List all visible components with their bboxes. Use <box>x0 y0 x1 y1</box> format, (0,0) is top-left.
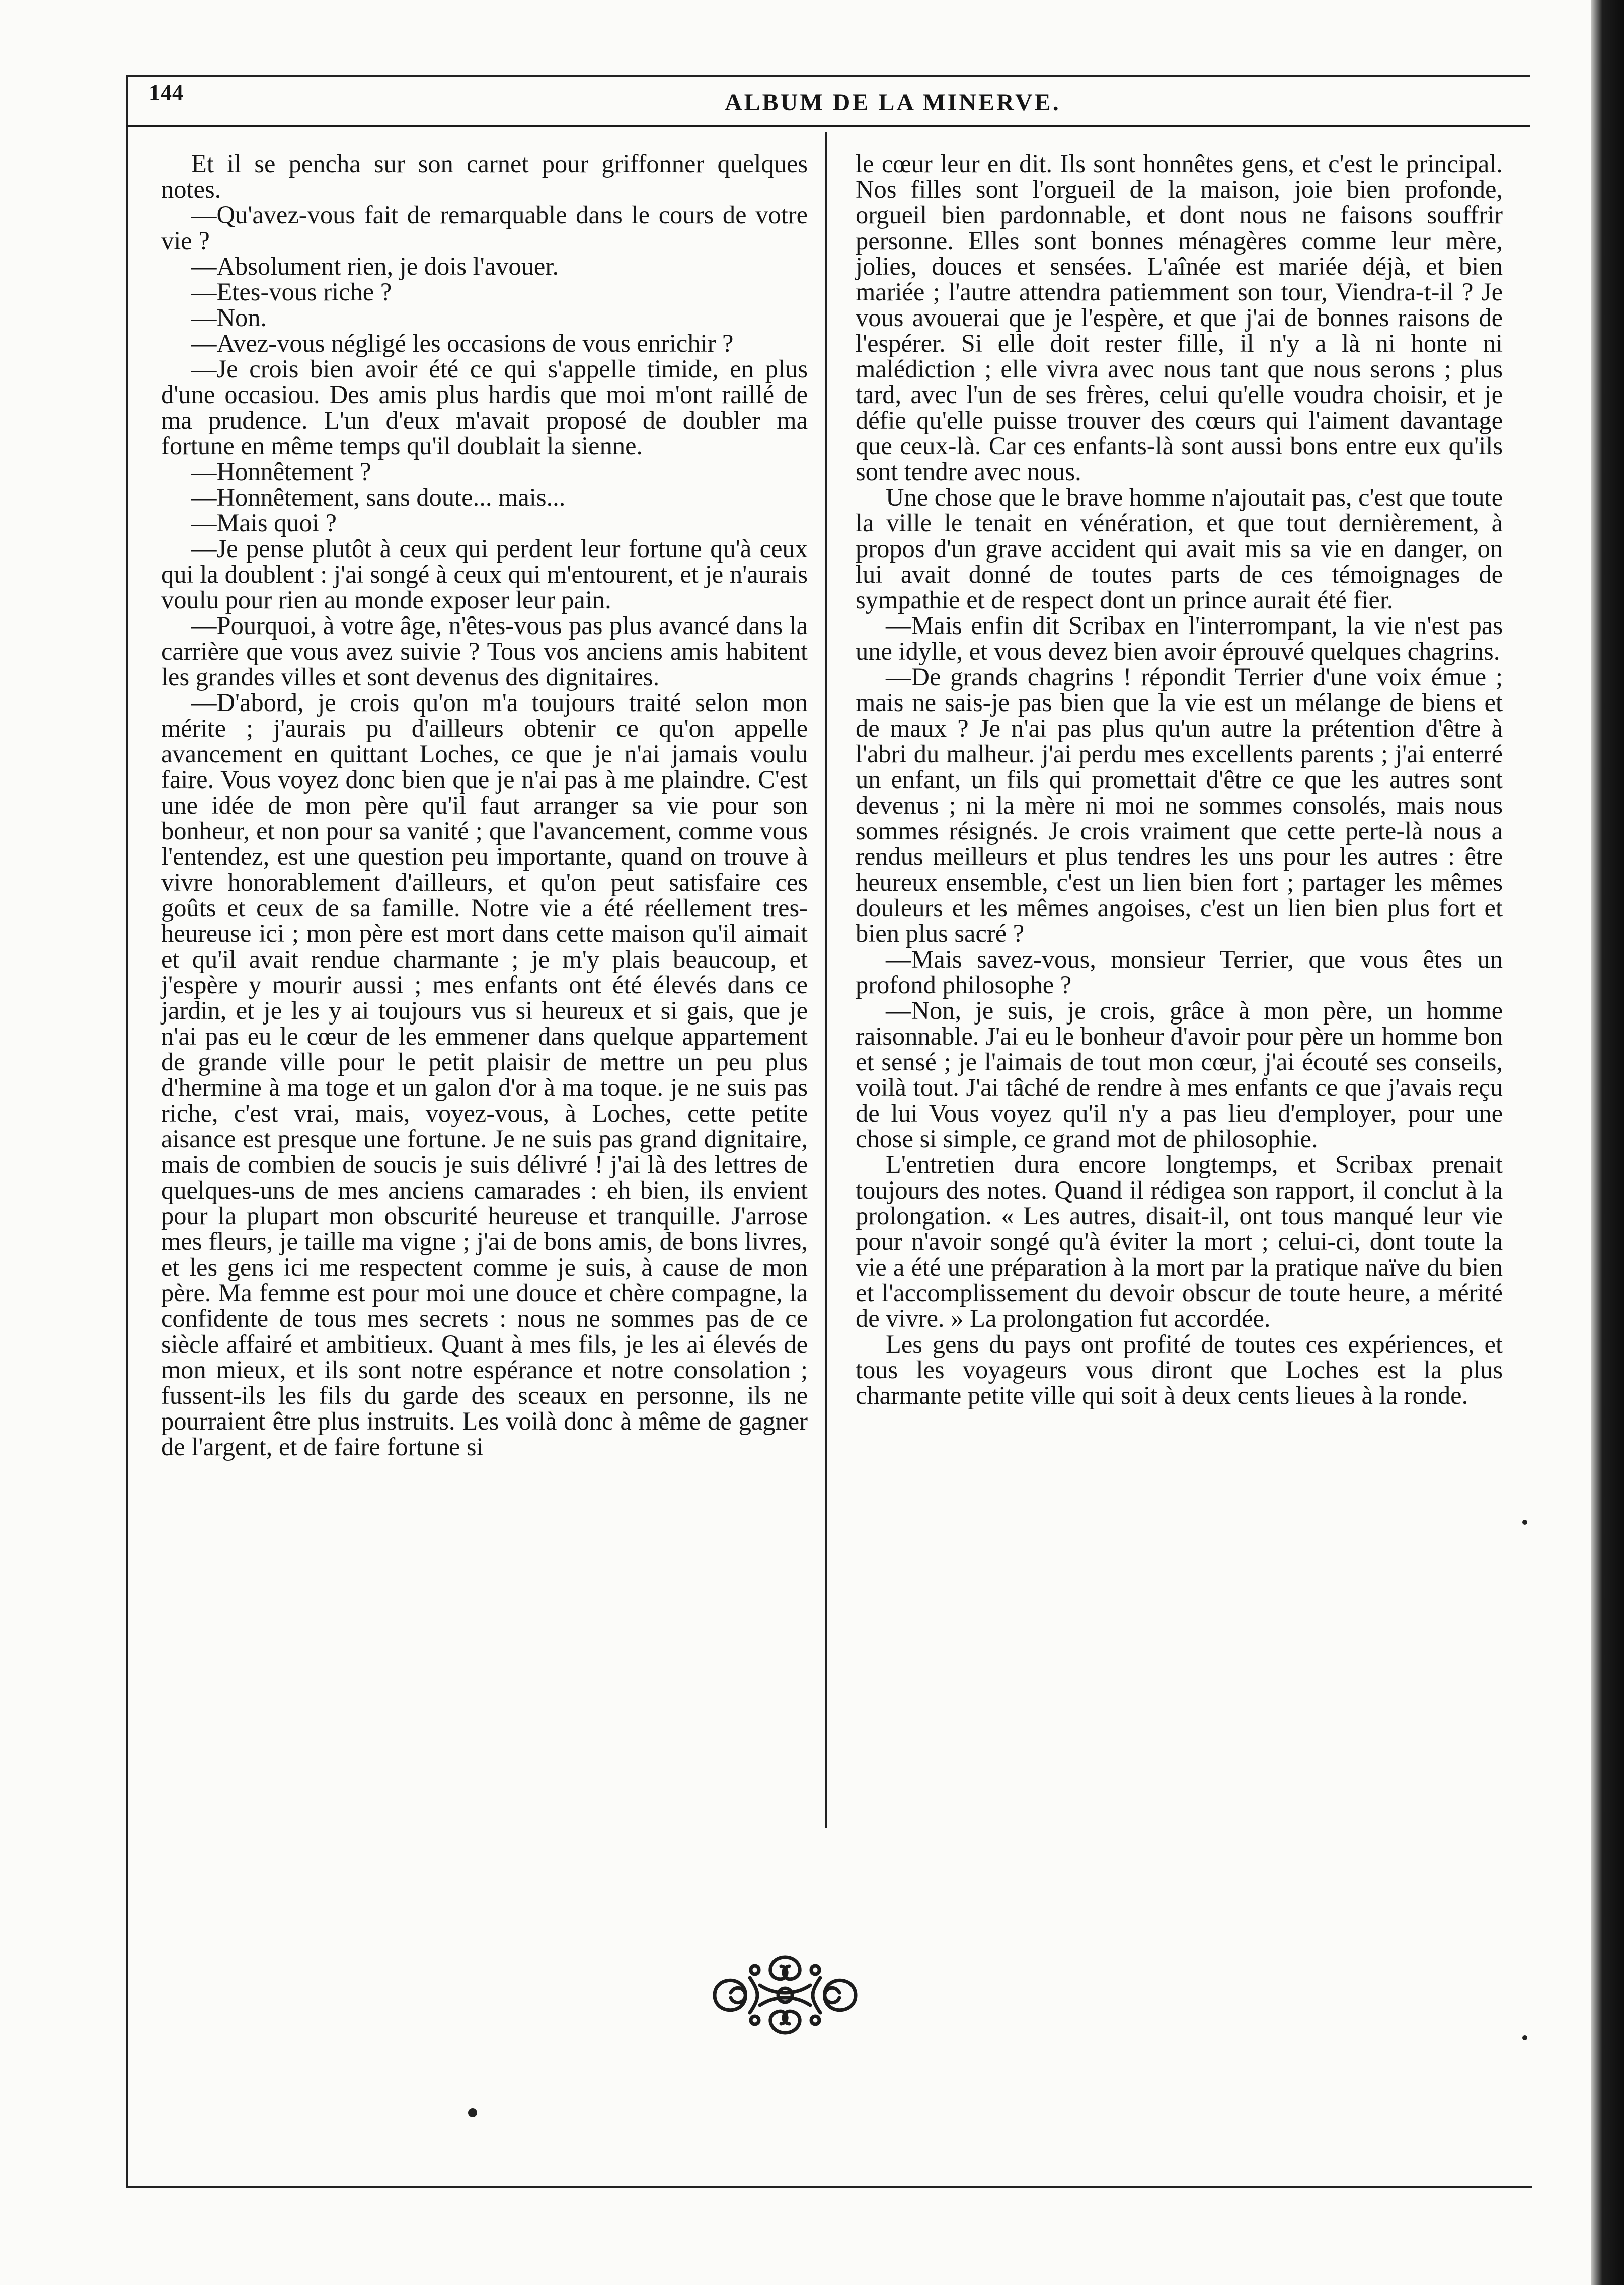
ink-speck <box>468 2108 477 2117</box>
paragraph: Et il se pencha sur son carnet pour griffonner quelques notes. <box>161 149 808 203</box>
paragraph: L'entretien dura encore longtemps, et Scribax prenait toujours des notes. Quand il rédigea son rapport, il conclut à la prolongation. « Les autres, disait-il, ont tous manqué leur vie pour n'avoir songé qu'à éviter la mort ; celui-ci, dont toute la vie a été une préparation à la mort par la pratique naïve du bien et l'accomplissement du devoir obscur de toute heure, a mérité de vivre. » La prolongation fut accordée. <box>856 1150 1503 1332</box>
paragraph: —Absolument rien, je dois l'avouer. <box>191 252 559 280</box>
paragraph: —Non. <box>191 303 267 332</box>
paragraph: —Mais enfin dit Scribax en l'interrompant, la vie n'est pas une idylle, et vous devez bien avoir éprouvé quelques chagrins. <box>856 611 1503 665</box>
ornamental-vignette-icon <box>694 1947 876 2043</box>
paragraph: le cœur leur en dit. Ils sont honnêtes gens, et c'est le principal. Nos filles sont l'orgueil de la maison, joie bien profonde, orgueil bien pardonnable, et dont nous ne faisons souffrir personne. Elles sont bonnes ménagères comme leur mère, jolies, douces et sensées. L'aînée est mariée déjà, et bien mariée ; l'autre attendra patiemment son tour, Viendra-t-il ? Je vous avouerai que je l'espère, et que j'ai de bonnes raisons de l'espérer. Si elle doit rester fille, il n'y a là ni honte ni malédiction ; elle vivra avec nous tant que nous serons ; plus tard, avec l'un de ses frères, celui qu'elle voudra choisir, et je défie qu'elle puisse trouver des cœurs qui l'aiment davantage que ceux-là. Car ces enfants-là sont aussi bons entre eux qu'ils sont tendre avec nous. <box>856 149 1503 486</box>
paragraph: —De grands chagrins ! répondit Terrier d'une voix émue ; mais ne sais-je pas bien que la vie est un mélange de biens et de maux ? Je n'ai pas plus qu'un autre la prétention d'être à l'abri du malheur. j'ai perdu mes excellents parents ; j'ai enterré un enfant, un fils qui promettait d'être ce que les autres sont devenus ; ni la mère ni moi ne sommes consolés, mais nous sommes résignés. Je crois vraiment que cette perte-là nous a rendus meilleurs et plus tendres les uns pour les autres : être heureux ensemble, c'est un lien bien fort ; partager les mêmes douleurs et les mêmes angoises, c'est un lien bien plus fort et bien plus sacré ? <box>856 663 1503 948</box>
paragraph: Les gens du pays ont profité de toutes ces expériences, et tous les voyageurs vous diront que Loches est la plus charmante petite ville qui soit à deux cents lieues à la ronde. <box>856 1330 1503 1409</box>
header-rule-top <box>126 75 1530 77</box>
paragraph: —Honnêtement, sans doute... mais... <box>191 483 566 511</box>
paragraph: —Non, je suis, je crois, grâce à mon père, un homme raisonnable. J'ai eu le bonheur d'avoir pour père un homme bon et sensé ; je l'aimais de tout mon cœur, j'ai écouté ses conseils, voilà tout. J'ai tâché de rendre à mes enfants ce que j'avais reçu de lui Vous voyez qu'il n'y a pas lieu d'employer, pour une chose si simple, ce grand mot de philosophie. <box>856 996 1503 1153</box>
paragraph: Une chose que le brave homme n'ajoutait pas, c'est que toute la ville le tenait en vénération, et que tout dernièrement, à propos d'un grave accident qui avait mis sa vie en danger, on lui avait donné de toutes parts de ces témoignages de sympathie et de respect dont un prince aurait été fier. <box>856 483 1503 614</box>
paragraph: —Avez-vous négligé les occasions de vous enrichir ? <box>191 329 734 357</box>
paragraph: —Mais quoi ? <box>191 509 337 537</box>
column-divider <box>825 132 827 1828</box>
paragraph: —Pourquoi, à votre âge, n'êtes-vous pas plus avancé dans la carrière que vous avez suivie ? Tous vos anciens amis habitent les grandes villes et sont devenus des dignitaires. <box>161 611 808 691</box>
paragraph: —Honnêtement ? <box>191 457 371 486</box>
running-title: ALBUM DE LA MINERVE. <box>725 89 1061 116</box>
page-number: 144 <box>149 80 184 105</box>
paragraph: —Etes-vous riche ? <box>191 278 392 306</box>
paragraph: —Mais savez-vous, monsieur Terrier, que vous êtes un profond philosophe ? <box>856 945 1503 999</box>
ink-speck <box>1522 2035 1527 2040</box>
scan-edge-strip <box>1591 0 1624 2285</box>
header-rule <box>126 125 1530 127</box>
ink-speck <box>1522 1520 1527 1525</box>
paragraph: —Qu'avez-vous fait de remarquable dans le cours de votre vie ? <box>161 201 808 255</box>
paragraph: —Je pense plutôt à ceux qui perdent leur fortune qu'à ceux qui la doublent : j'ai songé à ceux qui m'entourent, et je n'aurais voulu pour rien au monde exposer leur pain. <box>161 534 808 614</box>
right-column <box>856 151 1503 1408</box>
paragraph: —Je crois bien avoir été ce qui s'appelle timide, en plus d'une occasiou. Des amis plus hardis que moi m'ont raillé de ma prudence. L'un d'eux m'avait proposé de doubler ma fortune en même temps qu'il doublait la sienne. <box>161 355 808 460</box>
paragraph: —D'abord, je crois qu'on m'a toujours traité selon mon mérite ; j'aurais pu d'ailleurs obtenir ce qu'on appelle avancement en quittant Loches, ce que je n'ai jamais voulu faire. Vous voyez donc bien que je n'ai pas à me plaindre. C'est une idée de mon père qu'il faut arranger sa vie pour son bonheur, et non pour sa vanité ; que l'avancement, comme vous l'entendez, est une question peu importante, quand on trouve à vivre honorablement d'ailleurs, et qu'on peut satisfaire ces goûts et ceux de sa famille. Notre vie a été réellement tres-heureuse ici ; mon père est mort dans cette maison qu'il aimait et qu'il avait rendue charmante ; je m'y plais beaucoup, et j'espère y mourir aussi ; mes enfants ont été élevés dans ce jardin, et je les y ai toujours vus si heureux et si gais, que je n'ai pas eu le cœur de les emmener dans quelque appartement de grande ville pour le petit plaisir de mettre un peu plus d'hermine à ma toge et un galon d'or à ma toque. je ne suis pas riche, c'est vrai, mais, voyez-vous, à Loches, cette petite aisance est presque une fortune. Je ne suis pas grand dignitaire, mais de combien de soucis je suis délivré ! j'ai là des lettres de quelques-uns de mes anciens camarades : eh bien, ils envient pour la plupart mon obscurité heureuse et tranquille. J'arrose mes fleurs, je taille ma vigne ; j'ai de bons amis, de bons livres, et les gens ici me respectent comme je suis, à cause de mon père. Ma femme est pour moi une douce et chère compagne, la confidente de tous mes secrets : nous ne sommes pas de ce siècle affairé et ambitieux. Quant à mes fils, je les ai élevés de mon mieux, et ils sont notre espérance et notre consolation ; fussent-ils les fils du garde des sceaux en personne, ils ne pourraient être plus instruits. Les voilà donc à même de gagner de l'argent, et de faire fortune si <box>161 688 808 1461</box>
left-column <box>161 151 808 1460</box>
